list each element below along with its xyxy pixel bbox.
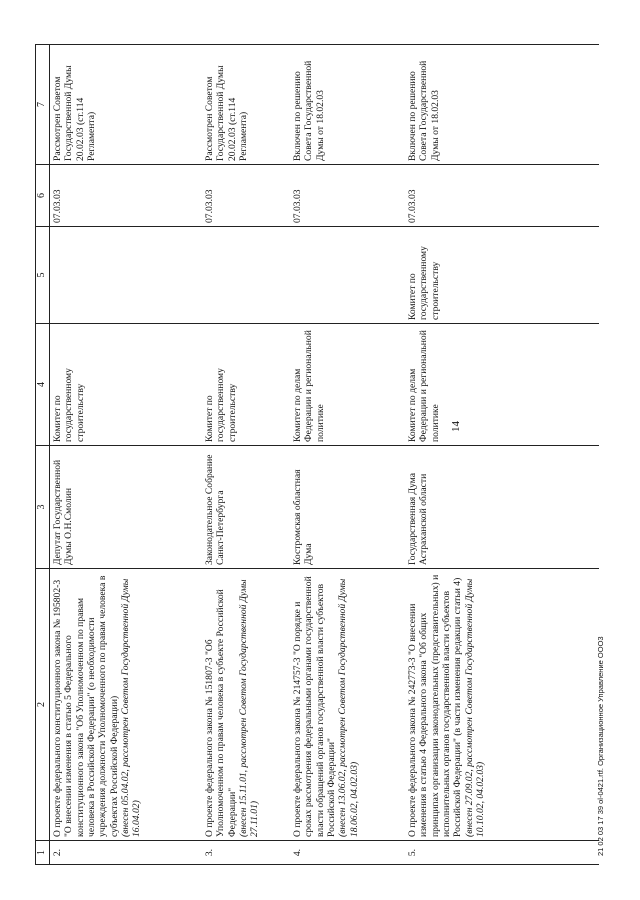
status: Рассмотрен Советом Государственной Думы 20.02.03 (ст.114 Регламента) bbox=[50, 45, 205, 165]
co-committee: Комитет по государственному строительству bbox=[407, 227, 599, 324]
table-row bbox=[292, 45, 407, 865]
initiator: Государственная Дума Астраханской области bbox=[407, 446, 599, 569]
document-footer: 21 02 03 17 39 ol-0421.rtf. Организационное Управление ООО3 bbox=[596, 636, 605, 856]
bill-description-cell bbox=[204, 569, 292, 841]
initiator: Депутат Государственной Думы О.Н.Смолин bbox=[50, 446, 205, 569]
date: 07.03.03 bbox=[50, 165, 205, 227]
register-table bbox=[35, 44, 599, 865]
co-committee bbox=[50, 227, 205, 324]
bill-description: О проекте федерального закона № 151807-3 "Об Уполномоченном по правам человека в субъекте Российской Федерации" bbox=[204, 589, 238, 837]
column-header: 6 bbox=[36, 165, 50, 227]
row-number: 3. bbox=[204, 841, 292, 865]
co-committee bbox=[292, 227, 407, 324]
initiator: Законодательное Собрание Санкт-Петербурга bbox=[204, 446, 292, 569]
responsible-committee: Комитет по делам Федерации и региональной политике bbox=[407, 324, 599, 446]
column-header: 2 bbox=[36, 569, 50, 841]
row-number: 2. bbox=[50, 841, 205, 865]
column-header: 5 bbox=[36, 227, 50, 324]
bill-note: (внесен 27.09.02, рассмотрен Советом Государственной Думы 10.10.02, 04.02.03) bbox=[463, 578, 486, 837]
initiator: Костромская областная Дума bbox=[292, 446, 407, 569]
responsible-committee: Комитет по государственному строительству bbox=[50, 324, 205, 446]
column-header: 3 bbox=[36, 446, 50, 569]
date: 07.03.03 bbox=[407, 165, 599, 227]
status: Включен по решению Совета Государственной Думы от 18.02.03 bbox=[407, 45, 599, 165]
page-number: 14 bbox=[450, 421, 462, 432]
bill-description: О проекте федерального закона № 242773-3 "О внесении изменения в статью 4 Федерального закона "Об общих принципах организации законодательных (представительных) и исполнительных органов государственной власти субъектов Российской Федерации" (в части изменения редакции статьи 4) bbox=[407, 574, 464, 837]
status: Рассмотрен Советом Государственной Думы 20.02.03 (ст.114 Регламента) bbox=[204, 45, 292, 165]
table-row bbox=[204, 45, 292, 865]
bill-description: О проекте федерального конституционного закона № 195802-3 "О внесении изменения в статью 5 Федерального конституционного закона "Об Уполномоченном по правам человека в Российской Федерации" (о необходимости учреждения должности Уполномоченного по правам человека в субъектах Российской Федерации) bbox=[52, 575, 120, 837]
co-committee bbox=[204, 227, 292, 324]
bill-description-cell bbox=[50, 569, 205, 841]
responsible-committee: Комитет по делам Федерации и региональной политике bbox=[292, 324, 407, 446]
bill-note: (внесен 13.06.02, рассмотрен Советом Государственной Думы 18.06.02, 04.02.03) bbox=[337, 578, 360, 837]
table-row bbox=[50, 45, 205, 865]
bill-description-cell bbox=[407, 569, 599, 841]
status: Включен по решению Совета Государственной Думы от 18.02.03 bbox=[292, 45, 407, 165]
date: 07.03.03 bbox=[292, 165, 407, 227]
column-header: 1 bbox=[36, 841, 50, 865]
row-number: 4. bbox=[292, 841, 407, 865]
date: 07.03.03 bbox=[204, 165, 292, 227]
header-row bbox=[36, 45, 50, 865]
table-row bbox=[407, 45, 599, 865]
bill-note: (внесен 05.04.02, рассмотрен Советом Государственной Думы 16.04.02) bbox=[119, 578, 143, 837]
rotated-table-container bbox=[35, 45, 620, 865]
column-header: 4 bbox=[36, 324, 50, 446]
bill-note: (внесен 15.11.01, рассмотрен Советом Государственной Думы 27.11.01) bbox=[237, 579, 261, 837]
row-number: 5. bbox=[407, 841, 599, 865]
column-header: 7 bbox=[36, 45, 50, 165]
responsible-committee: Комитет по государственному строительству bbox=[204, 324, 292, 446]
bill-description: О проекте федерального закона № 214757-3 "О порядке и сроках рассмотрения федеральными органами государственной власти обращений органов государственной власти субъектов Российской Федерации" bbox=[292, 576, 337, 837]
bill-description-cell bbox=[292, 569, 407, 841]
